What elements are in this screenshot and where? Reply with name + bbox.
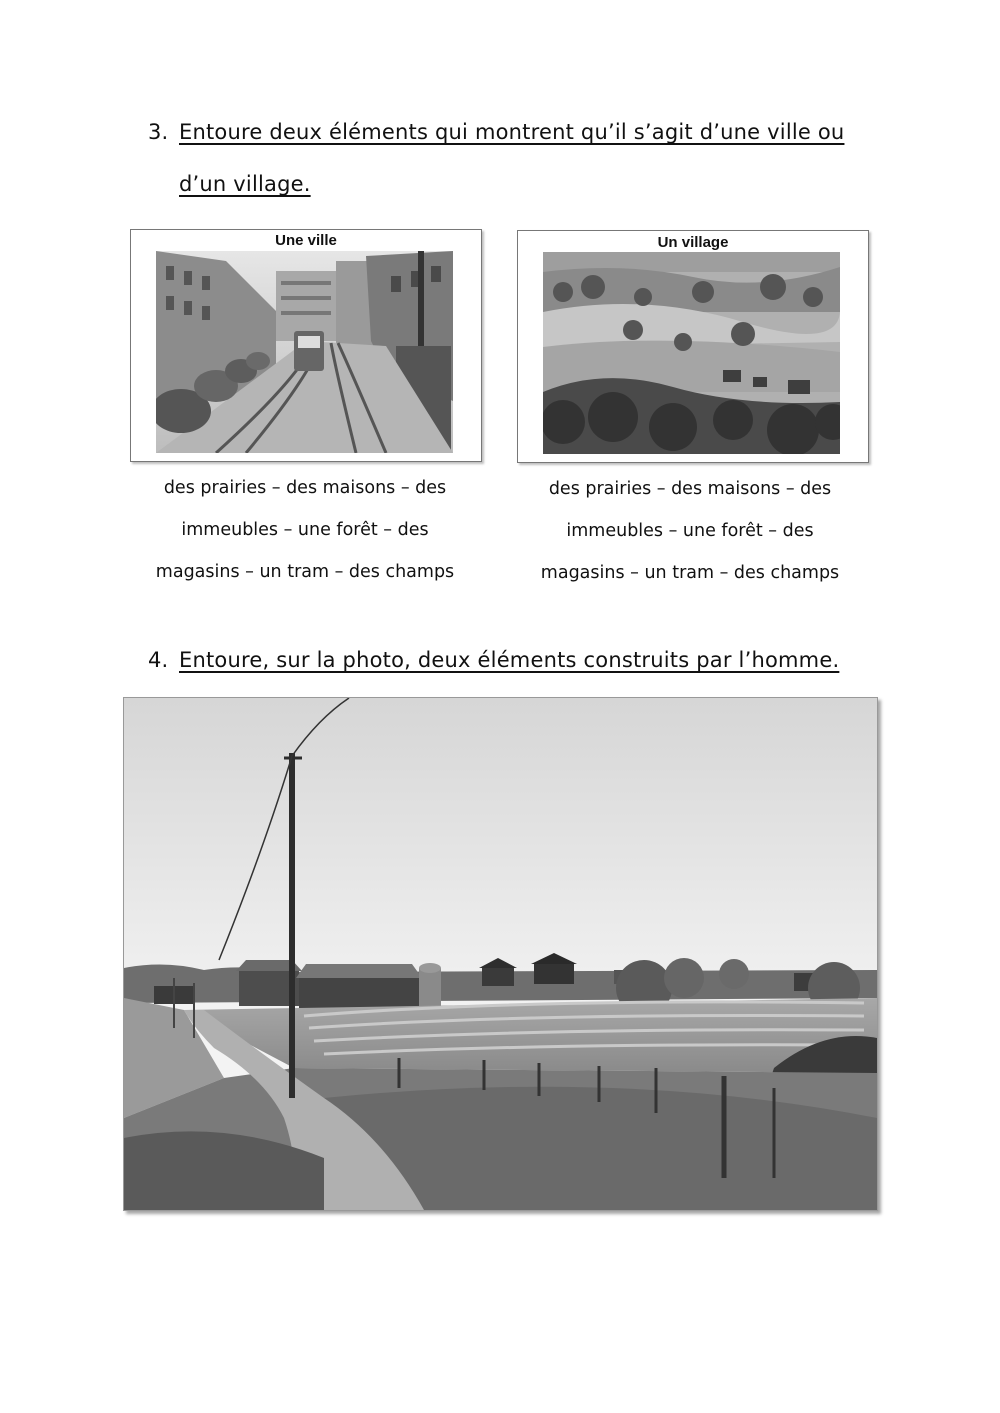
question-3 [148, 120, 868, 210]
question-4-number: 4. [148, 648, 169, 672]
city-photo-caption: Une ville [275, 232, 337, 249]
village-photo-caption: Un village [657, 234, 729, 251]
question-4 [148, 648, 868, 684]
wordbank-village-line-3: magasins – un tram – des champs [540, 563, 840, 583]
question-3-text-line2: d’un village. [179, 172, 311, 196]
city-photo-frame [130, 229, 482, 462]
wordbank-city-line-1: des prairies – des maisons – des [163, 478, 447, 498]
wordbank-village [525, 479, 855, 589]
wordbank-village-line-1: des prairies – des maisons – des [548, 479, 832, 499]
question-4-text: Entoure, sur la photo, deux éléments construits par l’homme. [179, 648, 840, 672]
wordbank-city-line-2: immeubles – une forêt – des [181, 520, 429, 540]
wordbank-city-line-3: magasins – un tram – des champs [155, 562, 455, 582]
question-3-number: 3. [148, 120, 169, 144]
village-photo-frame [517, 230, 869, 463]
city-photo [156, 251, 453, 453]
countryside-photo [123, 697, 878, 1211]
village-photo [543, 252, 840, 454]
wordbank-city [140, 478, 470, 588]
wordbank-village-line-2: immeubles – une forêt – des [566, 521, 814, 541]
question-3-text-line1: Entoure deux éléments qui montrent qu’il s’agit d’une ville ou [179, 120, 845, 144]
